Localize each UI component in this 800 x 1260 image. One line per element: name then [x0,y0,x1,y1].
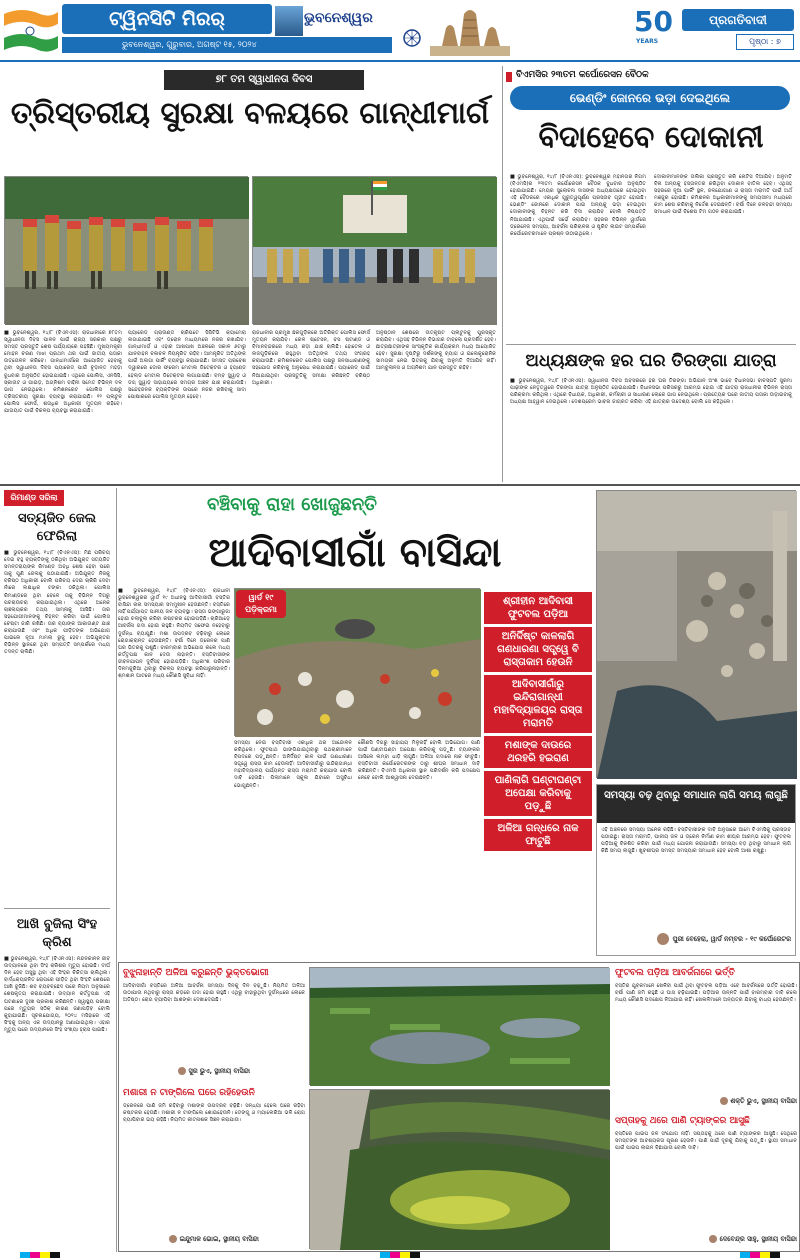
portrait-icon [169,1235,177,1243]
sub4-byline-text: ଦେବେନ୍ଦ୍ର ସାହୁ, ସ୍ଥାନୀୟ ବାସିନ୍ଦା [719,1235,797,1243]
sidebar-body2: ■ ଭୁବନେଶ୍ୱର, ୧୪/୮ (ବିଏନଏସ): ନନ୍ଦନକାନନ ଜୀବ ଉଦ୍ୟାନରେ ଥିବା ସିଂହ କ୍ରିଶର ମୃତ୍ୟୁ ହୋଇଛି। ଦୀର୍ଘ ଦିନ ହେବ ଅସୁସ୍ଥ ଥିବା ଏହି ସିଂହର ଚିକିତ୍ସା ଚାଲିଥିଲା। ବାର୍ଦ୍ଧକ୍ୟଜନିତ ରୋଗରେ ପୀଡ଼ିତ ଥିବା ସିଂହଟି ଶେଷରେ ଆଖି ବୁଜିଛି। ଶବ ବ୍ୟବଚ୍ଛେଦ ପରେ ନିୟମ ଅନୁସାରେ ଶେଷକୃତ୍ୟ କରାଯାଇଛି। ଉଦ୍ୟାନ କର୍ତ୍ତୃପକ୍ଷ ଏହି ଘଟଣାରେ ଦୁଃଖ ପ୍ରକାଶ କରିଛନ୍ତି। ସ୍ୱାସ୍ଥ୍ୟ ପରୀକ୍ଷା ପରେ ମୃତ୍ୟୁର ସଠିକ୍ କାରଣ ଜଣାପଡ଼ିବ ବୋଲି କୁହାଯାଇଛି। ସୂଚନାଯୋଗ୍ୟ, ୨୦୧୪ ମସିହାରେ ଏହି ସିଂହକୁ ଅନ୍ୟ ଏକ ଉଦ୍ୟାନରୁ ଅଣାଯାଇଥିଲା। ଏହାର ମୃତ୍ୟୁ ପରେ ଉଦ୍ୟାନରେ ସିଂହ ସଂଖ୍ୟା ହ୍ରାସ ପାଇଛି। [4,956,112,1033]
sidebar-label-bar [4,490,64,506]
story-tag [164,70,364,90]
dateline-bar [62,37,392,53]
tiranga-rule [506,344,796,345]
portrait-icon [709,1235,717,1243]
story-adivasigaon [118,488,800,960]
sidebar-rule [4,908,110,909]
tribal-story-col3: କୌଣସି ଦିଗରୁ ସାହାଯ୍ୟ ମିଳୁନାହିଁ ବୋଲି ଅଭିଯୋଗ। ପାଣି ପାଇଁ ଘଣ୍ଟାଘଣ୍ଟା ଅପେକ୍ଷା କରିବାକୁ ପଡ଼ୁଛି। ଟ୍ୟାଙ୍କର ଆସିଲେ ଲମ୍ବା ଧାଡ଼ି ଲାଗୁଛି। ଅଳିଆ ଗଦାରେ ନାକ ଫାଟୁଛି। ବସ୍ତିବାସୀ କର୍ପୋରେଟରଙ୍କ ଠାରୁ ଶୀଘ୍ର ସମାଧାନ ଦାବି କରିଛନ୍ତି। ବିଏମସି ଅଧିକାରୀ ସ୍ଥାନ ପରିଦର୍ଶନ କରି ପଦକ୍ଷେପ ନେବେ ବୋଲି ଆଶ୍ୱାସନା ଦେଇଛନ୍ତି। [358,740,482,782]
quote-title-bar [597,785,795,823]
photo-tribal-drain [596,490,796,778]
section-rule [0,484,800,486]
sub1-title: ବୁଝୁନାହାନ୍ତି ଅଳିଆ କରୁଛନ୍ତି ଭୁକ୍ତଭୋଗୀ [123,968,269,978]
photo-parade-ground [252,176,496,324]
anniversary-logo [634,6,680,50]
sidebar-briefs [0,488,114,1260]
page-number: ପୃଷ୍ଠା : ୭ [749,37,781,46]
skyline-art [275,6,303,36]
sidebar-label: ରିମାଣ୍ଡ ସରିଲା [10,493,58,502]
ward-badge [236,590,286,618]
sub1-byline-text: ସୁର ଭୁଏ, ସ୍ଥାନୀୟ ବାସିନ୍ଦା [188,1067,250,1075]
section-title: ଟ୍ୱିନସିଟି ମିରର୍ [109,8,225,30]
photo-football-field [309,967,609,1085]
shops-deck-bar [510,86,790,110]
sub2-title: ଫୁଟବଲ ପଡ଼ିଆ ଆବର୍ଜନାରେ ଭର୍ତ୍ତି [615,968,735,978]
shops-deck: ଭେଣ୍ଡିଂ ଜୋନରେ ଭଡ଼ା ଦେଇଥିଲେ [569,91,731,105]
story-vending-zone [506,64,796,340]
section-title-banner [62,4,272,34]
ashoka-chakra-icon [402,28,422,48]
portrait-icon [178,1067,186,1075]
quote-byline-text: ପୁରୀ ବେହେରା, ୱାର୍ଡ ନମ୍ବର - ୧୯ କର୍ପୋରେଟର [672,934,791,943]
main-story-col1: ■ ଭୁବନେଶ୍ୱର, ୧୪/୮ (ବିଏନଏସ): ରାଜଧାନୀରେ ୭୮ତମ ସ୍ୱାଧୀନତା ଦିବସ ପାଳନ ପାଇଁ ରାଜ୍ୟ ସରକାର ପକ୍ଷରୁ ସମସ୍ତ ପ୍ରସ୍ତୁତି ଶେଷ ପର୍ଯ୍ୟାୟରେ ପହଞ୍ଚିଛି। ମୁଖ୍ୟମନ୍ତ୍ରୀ ମୋହନ ଚରଣ ମାଝୀ ପ୍ରଥମ ଥର ପାଇଁ ଜାତୀୟ ପତାକା ଉତ୍ତୋଳନ କରିବେ। ଗାନ୍ଧୀମାର୍ଗରେ ଆୟୋଜିତ ହେବାକୁ ଥିବା ସ୍ୱାଧୀନତା ଦିବସ ପ୍ୟାରେଡ୍ ପାଇଁ ଚୂଡ଼ାନ୍ତ ମହଡ଼ା ବୁଧବାର ଅନୁଷ୍ଠିତ ହୋଇଯାଇଛି। ଏଥିରେ ପୋଲିସ, ଏନସିସି, ସ୍କାଉଟ ଓ ଗାଇଡ଼, ଅଗ୍ନିଶମ ବାହିନୀ ସମେତ ବିଭିନ୍ନ ଦଳ ଭାଗ ନେଇଥିଲେ। କମିଶନରେଟ ପୋଲିସ ପକ୍ଷରୁ ତ୍ରିସ୍ତରୀୟ ସୁରକ୍ଷା ବ୍ୟବସ୍ଥା କରାଯାଇଛି। ୧୨ ପ୍ଲାଟୁନ ପୋଲିସ ଫୋର୍ସ, ଶତାଧିକ ଅଧିକାରୀ ମୁତୟନ ରହିବେ। ଯାତାୟାତ ପାଇଁ ବିକଳ୍ପ ବ୍ୟବସ୍ଥା କରାଯାଇଛି। [4,330,124,415]
registration-marks [0,1252,800,1260]
bottom-box [118,962,800,1252]
sidebar-body: ■ ଭୁବନେଶ୍ୱର, ୧୪/୮ (ବିଏନଏସ): ମିଛ ପରିଚୟ ଦେଇ ବହୁ ବ୍ୟକ୍ତିଙ୍କୁ ଠକିଥିବା ଅଭିଯୁକ୍ତ ସତ୍ୟଜିତ ସମନ୍ତରାୟଙ୍କ ରିମାଣ୍ଡ ଅବଧି ଶେଷ ହେବା ପରେ ତାକୁ ପୁଣି ଜେଲକୁ ପଠାଯାଇଛି। ଅଭିଯୁକ୍ତ ନିଜକୁ ବରିଷ୍ଠ ଅଧିକାରୀ ବୋଲି ପରିଚୟ ଦେଇ ଚାକିରି ଦେବା ନାଁରେ ଲକ୍ଷାଧିକ ଟଙ୍କା ଠକିଥିଲା। ପୋଲିସ ରିମାଣ୍ଡରେ ଥିବା ବେଳେ ତାକୁ ବିଭିନ୍ନ ଦିଗରୁ ପଚରାଉଚରା କରାଯାଇଥିଲା। ଏଥିରେ ଅନେକ ଚାଞ୍ଚଲ୍ୟକର ତଥ୍ୟ ସାମ୍ନାକୁ ଆସିଛି। ତାର ସହଯୋଗୀମାନଙ୍କୁ ଚିହ୍ନଟ କରିବା ପାଇଁ ପୋଲିସ ଚେଷ୍ଟା ଜାରି ରଖିଛି। ତାର ବ୍ୟାଙ୍କ ଆକାଉଣ୍ଟ ଯାଞ୍ଚ କରାଯାଉଛି ଏବଂ ଅଧିକ ପୀଡ଼ିତଙ୍କ ଅଭିଯୋଗ ପାଇଲେ ନୂଆ ମାମଲା ରୁଜୁ ହେବ। ଅଭିଯୁକ୍ତର ବିଭିନ୍ନ ସ୍ଥାନରେ ଥିବା ସମ୍ପତ୍ତି ସମ୍ପର୍କରେ ମଧ୍ୟ ତଦନ୍ତ ଚାଲିଛି। [4,550,112,656]
masthead-rule [0,60,800,62]
quote-byline [597,933,795,945]
sub4-byline [615,1235,797,1244]
tribal-bullets [484,592,592,851]
tribal-deck: ବଞ୍ଚିବାକୁ ରାହା ଖୋଜୁଛନ୍ତି [207,494,377,515]
column-divider [502,66,503,482]
page-number-box [736,34,794,50]
shops-kicker: ବିଏମସିର ୨୩ତମ କର୍ପୋରେସନ ବୈଠକ [516,70,649,80]
tribal-headline: ଆଦିବାସୀଗାଁ ବାସିନ୍ଦା [208,530,502,576]
shops-headline: ବିଦାହେବେ ଦୋକାନୀ [538,120,764,155]
ward-badge-text: ୱାର୍ଡ ୧୯ ପଡ଼ିକ୍ରମା [245,593,277,614]
tricolor-flag-art [2,4,60,58]
photo-drain-water [309,1089,609,1249]
quote-body: ଏହି ଅଞ୍ଚଳରେ ସମସ୍ୟା ଅନେକ ରହିଛି। ବସ୍ତିବାସୀଙ୍କ ଦାବି ଅନୁସାରେ ଆମେ ବିଏମସିକୁ ପ୍ରସ୍ତାବ ପଠାଇଛୁ। ରାସ୍ତା ମରାମତି, ପାନୀୟ ଜଳ ଓ ଡ୍ରେନ ନିର୍ମାଣ କାମ ଶୀଘ୍ର ଆରମ୍ଭ ହେବ। ଫୁଟବଲ ପଡ଼ିଆକୁ ବିକଶିତ କରିବା ପାଇଁ ମଧ୍ୟ ଯୋଜନା କରାଯାଉଛି। ସମସ୍ୟା ବଡ଼ ଥିବାରୁ ସମାଧାନ ଲାଗି କିଛି ସମୟ ଲାଗୁଛି। ଖୁବଶୀଘ୍ର ସମସ୍ତ ସମସ୍ୟାର ସମାଧାନ ହେବ ବୋଲି ଆଶା ରଖୁଛୁ। [601,827,793,855]
main-headline: ତ୍ରିସ୍ତରୀୟ ସୁରକ୍ଷା ବଳୟରେ ଗାନ୍ଧୀମାର୍ଗ [10,96,490,131]
masthead [0,0,800,62]
tribal-bullet: ଶ୍ରୀହୀନ ଆଦିବାସୀ ଫୁଟବଲ ପଡ଼ିଆ [484,592,592,624]
story-tag-text: ୭୮ ତମ ସ୍ୱାଧୀନତା ଦିବସ [215,74,313,85]
sidebar-headline2: ଆଖି ବୁଜିଲା ସିଂହ କ୍ରିଶ [16,917,98,950]
tribal-story-col2: ସମସ୍ୟା ନେଇ ବସ୍ତିବାସୀ ଏକାଧିକ ଥର ଆନ୍ଦୋଳନ କରିଥିଲେ। ଫୁଟପାଥ ଭାଙ୍ଗିଯାଇଥିବାରୁ ପଥଚାରୀମାନେ ବିପଦରେ ପଡ଼ୁଛନ୍ତି। ଅନିର୍ଦ୍ଦିଷ୍ଟ କାଳ ପାଇଁ ଗଣଧାରଣା ସତ୍ତ୍ୱେ ରାସ୍ତା କାମ ହେଉନାହିଁ। ଆଦିବାସୀଗାଁରୁ ଇନ୍ଦିରାଗାନ୍ଧୀ ମହାବିଦ୍ୟାଳୟ ପର୍ଯ୍ୟନ୍ତ ରାସ୍ତା ମରାମତି କରାଯାଉ ବୋଲି ଦାବି ହେଉଛି। ପିଲାମାନେ ସ୍କୁଲ ଯିବାରେ ଅସୁବିଧା ଭୋଗୁଛନ୍ତି। [234,740,354,789]
main-story-col2: ପ୍ୟାରେଡ୍ ଗ୍ରାଉଣ୍ଡ ଚାରିପଟେ ସିସିଟିଭି କ୍ୟାମେରା ଲଗାଯାଇଛି ଏବଂ ଡ୍ରୋନ ମାଧ୍ୟମରେ ନଜର ରଖାଯିବ। ଗାନ୍ଧୀମାର୍ଗ ଓ ଏହାର ଆଖପାଖ ଅଞ୍ଚଳରେ ସକାଳ ୬ଟାରୁ ଯାନବାହନ ଚଳାଚଳ ନିୟନ୍ତ୍ରିତ ରହିବ। ଆମନ୍ତ୍ରିତ ଅତିଥିଙ୍କ ପାଇଁ ଅଲଗା ପାର୍କିଂ ବ୍ୟବସ୍ଥା କରାଯାଇଛି। ସମସ୍ତ ପ୍ରବେଶ ଦ୍ୱାରରେ ଡୋର ଫ୍ରେମ ମେଟାଲ ଡିଟେକ୍ଟର ଓ ହ୍ୟାଣ୍ଡ ହେଲ୍ଡ ମେଟାଲ ଡିଟେକ୍ଟର ଲଗାଯାଇଛି। ବମ୍ବ ସ୍କ୍ୱାଡ଼ ଓ ଡଗ୍ ସ୍କ୍ୱାଡ଼ ସାହାଯ୍ୟରେ ସମଗ୍ର ଅଞ୍ଚଳ ଯାଞ୍ଚ କରାଯାଉଛି। ସନ୍ଦେହଜନକ ବ୍ୟକ୍ତିଙ୍କ ଉପରେ ନଜର ରଖିବାକୁ ସାଦା ପୋଷାକରେ ପୋଲିସ ମୁତୟନ ହେବେ। [128,330,248,400]
shops-story-col1: ■ ଭୁବନେଶ୍ୱର, ୧୪/୮ (ବିଏନଏସ): ଭୁବନେଶ୍ୱର ମହାନଗର ନିଗମ (ବିଏମସି)ର ୨୩ତମ କର୍ପୋରେସନ ବୈଠକ ବୁଧବାର ଅନୁଷ୍ଠିତ ହୋଇଯାଇଛି। ମେୟର ସୁଲୋଚନା ଦାସଙ୍କ ଅଧ୍ୟକ୍ଷତାରେ ହୋଇଥିବା ଏହି ବୈଠକରେ ଏକାଧିକ ଗୁରୁତ୍ୱପୂର୍ଣ୍ଣ ପ୍ରସ୍ତାବ ଗୃହୀତ ହୋଇଛି। ଭେଣ୍ଡିଂ ଜୋନରେ ଦୋକାନ ପାଇ ଅନ୍ୟକୁ ଭଡ଼ା ଦେଇଥିବା ଦୋକାନୀଙ୍କୁ ଚିହ୍ନଟ କରି ବିଦା କରାଯିବ ବୋଲି ନିଷ୍ପତ୍ତି ନିଆଯାଇଛି। ଏଥିପାଇଁ ସର୍ଭେ କରାଯିବ। ସହରର ବିଭିନ୍ନ ୱାର୍ଡରେ ଡ୍ରେନେଜ ସମସ୍ୟା, ଆବର୍ଜନା ପରିଚାଳନା ଓ ଷ୍ଟ୍ରିଟ ଲାଇଟ ସମ୍ପର୍କରେ କର୍ପୋରେଟରମାନେ ପ୍ରଶ୍ନ ଉଠାଇଥିଲେ। [510,174,648,237]
quote-box [596,784,796,956]
sub1-byline [123,1067,305,1076]
photo-parade-marching [4,176,248,324]
anniversary-years: YEARS [636,38,659,45]
tiranga-body: ■ ଭୁବନେଶ୍ୱର, ୧୪/୮ (ବିଏନଏସ): ସ୍ୱାଧୀନତା ଦିବସ ଅବସରରେ ହର ଘର ତିରଙ୍ଗା ଅଭିଯାନ ଅଂଶ ଭାବେ ବିଧାନସଭା ବାଚସ୍ପତି ସୁରମା ପାଢ଼ୀଙ୍କ ନେତୃତ୍ୱରେ ତିରଙ୍ଗା ଯାତ୍ରା ଅନୁଷ୍ଠିତ ହୋଇଯାଇଛି। ବିଧାନସଭା ପରିସରରୁ ଆରମ୍ଭ ହୋଇ ଏହି ଯାତ୍ରା ରାଜଧାନୀର ବିଭିନ୍ନ ରାସ୍ତା ପରିକ୍ରମା କରିଥିଲା। ଏଥିରେ ବିଧାୟକ, ଅଧିକାରୀ, କର୍ମଚାରୀ ଓ ସାଧାରଣ ଲୋକେ ଭାଗ ନେଇଥିଲେ। ପ୍ରତ୍ୟେକ ଘରେ ଜାତୀୟ ପତାକା ଉଡ଼ାଇବାକୁ ଅଧ୍ୟକ୍ଷ ଆହ୍ୱାନ ଦେଇଥିଲେ। ଦେଶପ୍ରେମ ଭାବନା ଜାଗ୍ରତ କରିବା ଏହି ଯାତ୍ରାର ଉଦ୍ଦେଶ୍ୟ ବୋଲି ସେ କହିଥିଲେ। [510,378,794,406]
shops-story-col2: ଦୋକାନୀମାନଙ୍କ ତାଲିକା ପ୍ରସ୍ତୁତ କରି ନୋଟିସ ଦିଆଯିବ। ଅନୁମତି ବିନା ଅନ୍ୟକୁ ହସ୍ତାନ୍ତର କରିଥିବା ଦୋକାନ ବାତିଲ ହେବ। ଏଥିସହ ସହରରେ ନୂଆ ପାର୍କିଂ ସ୍ଥଳ, ଜଳଯୋଗାଣ ଓ ରାସ୍ତା ମରାମତି ପାଇଁ ଅର୍ଥ ମଞ୍ଜୁର ହୋଇଛି। କମିଶନର ଅଧିକାରୀମାନଙ୍କୁ ସମୟସୀମା ମଧ୍ୟରେ କାମ ଶେଷ କରିବାକୁ ନିର୍ଦ୍ଦେଶ ଦେଇଛନ୍ତି। ବର୍ଷା ଦିନେ ଜଳବନ୍ଦୀ ସମସ୍ୟା ସମାଧାନ ପାଇଁ ବିଶେଷ ଟିମ ଗଠନ କରାଯାଇଛି। [654,174,794,216]
city-name: ଭୁବନେଶ୍ୱର [304,10,373,26]
sidebar-divider [116,488,117,1252]
sub2-byline [615,1097,797,1106]
anniversary-number: 50 [634,5,673,38]
sidebar-headline: ସତ୍ୟଜିତ ଜେଲ ଫେରିଲା [17,511,97,544]
tribal-bullet: ଅନିର୍ଦ୍ଦିଷ୍ଟ କାଳଲାଗି ଗଣଧାରଣା ସତ୍ତ୍ୱେ ବି ରାସ୍ତାକାମ ହେଉନି [484,627,592,672]
story-tiranga-yatra [506,344,796,482]
sub3-byline-text: ଇନ୍ଦୁମାଳ ଭୋଇ, ସ୍ଥାନୀୟ ବାସିନ୍ଦା [179,1235,259,1243]
kicker-marker [506,72,512,82]
sub1-body: ଆଦିବାସୀଗାଁ ବସ୍ତିରେ ଅଳିଆ ଆବର୍ଜନା ସମସ୍ୟା ଦିନକୁ ଦିନ ବଢ଼ୁଛି। ନିୟମିତ ଅଳିଆ ଉଠାଯାଉ ନଥିବାରୁ ରାସ୍ତା କଡ଼ରେ ଗଦା ହୋଇ ରହୁଛି। ଏଥିରୁ ବାହାରୁଥିବା ଦୁର୍ଗନ୍ଧରେ ଲୋକେ ଅତିଷ୍ଠ। ରୋଗ ବ୍ୟାପିବା ଆଶଙ୍କା ଦେଖାଦେଇଛି। [123,983,307,1004]
dateline: ଭୁବନେଶ୍ୱର, ଗୁରୁବାର, ଅଗଷ୍ଟ ୧୫, ୨୦୨୪ [122,40,257,49]
sub2-body: ବସ୍ତିର ଯୁବକମାନେ ଖେଳିବା ପାଇଁ ଥିବା ଫୁଟବଲ ପଡ଼ିଆ ଏବେ ଆବର୍ଜନାରେ ଭର୍ତ୍ତି ହୋଇଛି। ବର୍ଷା ପାଣି ଜମି ରହୁଛି ଓ ଘାସ ବଢ଼ିଯାଇଛି। ପଡ଼ିଆର ଉନ୍ନତି ପାଇଁ ବାରମ୍ବାର ଦାବି କଲେ ମଧ୍ୟ କୌଣସି ପଦକ୍ଷେପ ନିଆଯାଇ ନାହିଁ। ଖେଳାଳିମାନେ ଅନ୍ୟତ୍ର ଯିବାକୁ ବାଧ୍ୟ ହେଉଛନ୍ତି। [615,983,799,1004]
portrait-icon [720,1097,728,1105]
tiranga-headline: ଅଧ୍ୟକ୍ଷଙ୍କ ହର ଘର ତିରଙ୍ଗା ଯାତ୍ରା [525,351,777,371]
portrait-icon [657,933,669,945]
tribal-bullet: ଆଦିବାସୀଗାଁରୁ ଇନ୍ଦିରାଗାନ୍ଧୀ ମହାବିଦ୍ୟାଳୟର ରାସ୍ତା ମରାମତି [484,675,592,733]
main-story-col4: ଅନୁଷ୍ଠାନ ଶେଷରେ ଉତ୍କୃଷ୍ଟ ପ୍ଲାଟୁନକୁ ପୁରସ୍କୃତ କରାଯିବ। ଏଥିସହ ବିଭିନ୍ନ ବିଭାଗର ଟାବ୍ଲୋ ପ୍ରଦର୍ଶିତ ହେବ। ଛାତ୍ରଛାତ୍ରୀଙ୍କ ସାଂସ୍କୃତିକ କାର୍ଯ୍ୟକ୍ରମ ମଧ୍ୟ ଆୟୋଜିତ ହେବ। ସୁରକ୍ଷା ଦୃଷ୍ଟିରୁ ଦର୍ଶକଙ୍କୁ ବ୍ୟାଗ ଓ ଇଲେକ୍ଟ୍ରୋନିକ ସାମଗ୍ରୀ ନେଇ ଭିତରକୁ ଯିବାକୁ ଅନୁମତି ଦିଆଯିବ ନାହିଁ। ଆମ୍ବୁଲାନ୍ସ ଓ ଅଗ୍ନିଶମ ଯାନ ପ୍ରସ୍ତୁତ ରହିବ। [376,330,498,372]
sub2-byline-text: ଶକ୍ତି ଭୁଏ, ସ୍ଥାନୀୟ ବାସିନ୍ଦା [730,1097,797,1105]
tribal-bullet: ଅଳିଆ ଗନ୍ଧରେ ନାକ ଫାଟୁଛି [484,819,592,851]
sub4-body: ବସ୍ତିରେ ପାଇପ ଜଳ ସଂଯୋଗ ନାହିଁ। ସପ୍ତାହକୁ ଥରେ ପାଣି ଟ୍ୟାଙ୍କର ଆସୁଛି। ସେଥିରେ ସମସ୍ତଙ୍କ ଆବଶ୍ୟକତା ପୂରଣ ହେଉନି। ପାଣି ପାଇଁ ଦୂରକୁ ଯିବାକୁ ପଡ଼ୁଛି। ସ୍ଥାୟୀ ସମାଧାନ ପାଇଁ ପାଇପ ଲାଇନ ବିଛାଯାଉ ବୋଲି ଦାବି। [615,1131,799,1152]
tribal-bullet: ମଶାଙ୍କ ଦାଉରେ ଥରହରି ହଇରାଣ [484,736,592,768]
sub3-title: ମଶାରୀ ନ ଟାଙ୍ଗିଲେ ଘରେ ରହିହେଉନି [123,1088,255,1098]
brand-badge [682,9,794,31]
temple-art [430,6,510,56]
main-story-col3: ରାଜଧାନୀର ପ୍ରମୁଖ ଛକଗୁଡ଼ିକରେ ଅତିରିକ୍ତ ପୋଲିସ ଫୋର୍ସ ମୁତୟନ କରାଯିବ। ରେଳ ଷ୍ଟେସନ, ବସ ଷ୍ଟାଣ୍ଡ ଓ ବିମାନବନ୍ଦରରେ ମଧ୍ୟ କଡ଼ା ଯାଞ୍ଚ ଚାଲିଛି। ହୋଟେଲ ଓ ଲଜଗୁଡ଼ିକରେ ରହୁଥିବା ଅତିଥିଙ୍କ ତଥ୍ୟ ସଂଗ୍ରହ କରାଯାଉଛି। କମିଶନରେଟ ପୋଲିସ ପକ୍ଷରୁ ଜନସାଧାରଣଙ୍କୁ ସହଯୋଗ କରିବାକୁ ଅନୁରୋଧ କରାଯାଇଛି। ପ୍ୟାରେଡ୍ ପାଇଁ ନିଆଯାଇଥିବା ପ୍ରସ୍ତୁତିକୁ ସମୀକ୍ଷା କରିଛନ୍ତି ବରିଷ୍ଠ ଅଧିକାରୀ। [252,330,372,386]
sub3-body: ଡ୍ରେନରେ ପାଣି ଜମି ରହିବାରୁ ମଶାଙ୍କ ଉପଦ୍ରବ ବଢ଼ିଛି। ସନ୍ଧ୍ୟା ହେଲେ ଘରେ ରହିବା କଷ୍ଟକର ହେଉଛି। ମଶାରୀ ନ ଟାଙ୍ଗିଲେ ଶୋଇହେଉନି। ଡେଙ୍ଗୁ ଓ ମ୍ୟାଲେରିଆ ଭଳି ରୋଗ ବ୍ୟାପିବାର ଭୟ ରହିଛି। ନିୟମିତ କୀଟନାଶକ ସିଞ୍ଚନ କରାଯାଉ। [123,1103,307,1124]
brand-name: ପ୍ରଗତିବାଦୀ [709,13,767,27]
tribal-bullet: ପାଣିଲାଗି ଘଣ୍ଟାଘଣ୍ଟା ଅପେକ୍ଷା କରିବାକୁ ପଡ଼ୁଛି [484,771,592,816]
tribal-story-col1: ■ ଭୁବନେଶ୍ୱର, ୧୪/୮ (ବିଏନଏସ): ରାଜଧାନୀ ଭୁବନେଶ୍ୱରର ୱାର୍ଡ ୧୯ ଅଧୀନସ୍ଥ ଆଦିବାସୀଗାଁ ବସ୍ତିର ବାସିନ୍ଦା ନାନା ସମସ୍ୟାର ସମ୍ମୁଖୀନ ହେଉଛନ୍ତି। ବସ୍ତିରେ ନାହିଁ ପର୍ଯ୍ୟାପ୍ତ ପାନୀୟ ଜଳ ବ୍ୟବସ୍ଥା। ରାସ୍ତା ଭଙ୍ଗାରୁଜା ହୋଇ ଚଲାବୁଲା କରିବା କଷ୍ଟକର ହୋଇପଡ଼ିଛି। ଚାରିଆଡ଼େ ଆବର୍ଜନା ଗଦା ହୋଇ ରହୁଛି। ନିୟମିତ ସଫେଇ ନହେବାରୁ ଦୁର୍ଗନ୍ଧ ବ୍ୟାପୁଛି। ମଶା ଉପଦ୍ରବ ବଢ଼ିବାରୁ ଲୋକେ ରୋଗାକ୍ରାନ୍ତ ହେଉଛନ୍ତି। ବର୍ଷା ଦିନେ ଡ୍ରେନର ପାଣି ଘର ଭିତରକୁ ପଶୁଛି। ବାରମ୍ବାର ଅଭିଯୋଗ କଲେ ମଧ୍ୟ କର୍ତ୍ତୃପକ୍ଷ କାନ ଦେଉ ନାହାନ୍ତି। ବସ୍ତିବାସୀଙ୍କ ଜୀବନଯାପନ ଦୁର୍ବିସହ ହୋଇପଡ଼ିଛି। ଅଧିକାଂଶ ପରିବାର ଦିନମଜୁରିଆ ଥିବାରୁ ବିକଳ୍ପ ବ୍ୟବସ୍ଥା କରିପାରୁନାହାନ୍ତି। ଶ୍ମଶାନ ଘାଟରେ ମଧ୍ୟ କୌଣସି ସୁବିଧା ନାହିଁ। [118,588,232,680]
sub3-byline [123,1235,305,1244]
quote-title: ସମସ୍ୟା ବଢ଼ ଥିବାରୁ ସମାଧାନ ଲାଗି ସମୟ ଲାଗୁଛି [604,790,788,801]
story-independence-day [0,64,500,482]
sub4-title: ସପ୍ତାହକୁ ଥରେ ପାଣି ଟ୍ୟାଙ୍କର ଆସୁଛି [615,1116,750,1126]
